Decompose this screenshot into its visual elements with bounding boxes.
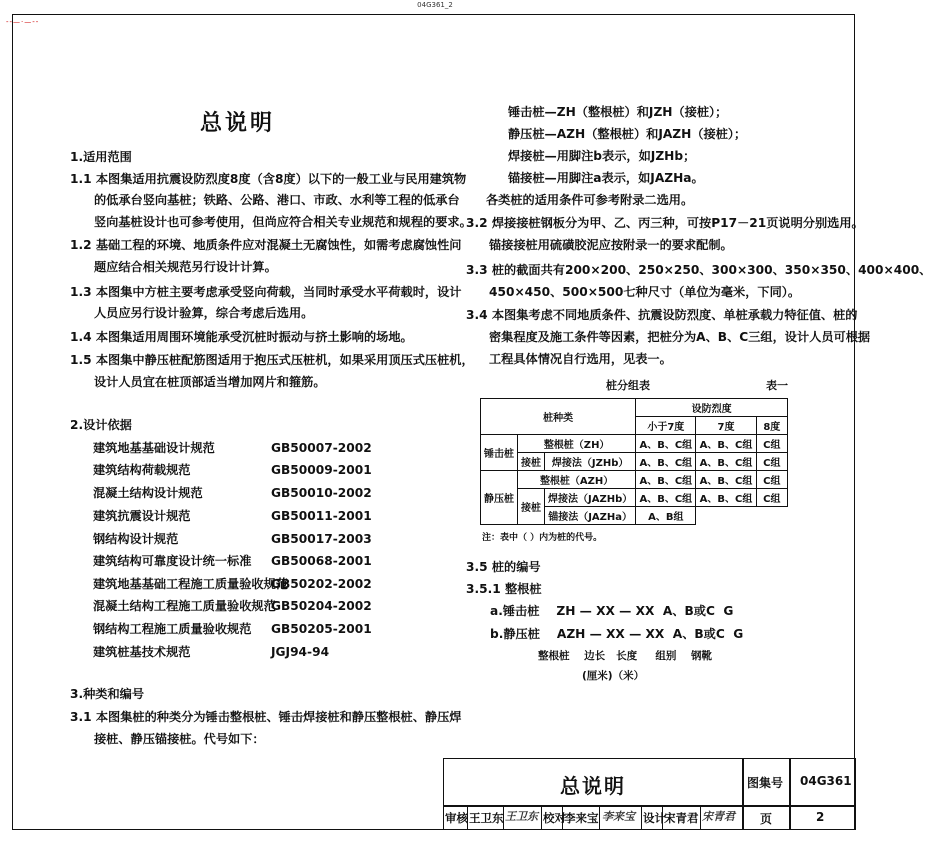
document-id: 04G361_2 (417, 1, 453, 9)
section-351-heading: 3.5.1 整根桩 (466, 582, 542, 596)
title-block-divider (443, 805, 856, 807)
designer-name: 宋青君 (664, 811, 699, 825)
standard-code: GB50202-2002 (271, 577, 372, 591)
table-note: 注：表中（ ）内为桩的代号。 (482, 533, 603, 543)
empty-cell (756, 507, 787, 525)
code-line: 锚接桩—用脚注a表示，如JAZHa。 (508, 171, 704, 185)
table-row (481, 435, 788, 453)
standard-code: GB50010-2002 (271, 486, 372, 500)
code-line: 锤击桩—ZH（整根桩）和JZH（接桩）； (508, 105, 728, 119)
page-title: 总说明 (200, 111, 276, 136)
text-line: 竖向基桩设计也可参考使用，但尚应符合相关专业规范和规程的要求。 (94, 215, 472, 229)
standard-name: 混凝土结构工程施工质量验收规范 (93, 599, 276, 613)
title-block-divider (789, 758, 791, 830)
standard-code: GB50009-2001 (271, 463, 372, 477)
table-cell: C组 (756, 435, 787, 453)
header-col: 8度 (756, 417, 787, 435)
reviewer-name: 王卫东 (469, 811, 504, 825)
table-cell: A、B、C组 (696, 489, 756, 507)
table-header-row (481, 399, 788, 417)
header-intensity: 设防烈度 (636, 399, 788, 417)
table-cell: C组 (756, 489, 787, 507)
group-label: 静压桩 (481, 471, 518, 525)
standard-code: GB50068-2001 (271, 554, 372, 568)
text-line: 450×450、500×500七种尺寸（单位为毫米，下同）。 (489, 285, 801, 299)
code-line: 焊接桩—用脚注b表示，如JZHb； (508, 149, 696, 163)
table-cell: A、B、C组 (636, 435, 696, 453)
text-line: 人员应另行设计验算，综合考虑后选用。 (94, 306, 314, 320)
designer-signature: 宋青君 (702, 810, 735, 823)
numbering-legend: 整根桩 边长 长度 组别 钢靴 (538, 650, 712, 662)
standard-name: 建筑地基基础设计规范 (93, 441, 215, 455)
numbering-b: b.静压桩 AZH — XX — XX A、B或C G (490, 627, 744, 641)
standard-name: 建筑抗震设计规范 (93, 509, 191, 523)
table-title: 桩分组表 (606, 379, 650, 392)
corner-mark: --—·—-- (6, 18, 40, 26)
check-label: 校对 (543, 811, 566, 825)
section-1-heading: 1.适用范围 (70, 150, 132, 164)
table-row (481, 489, 788, 507)
text-line: 3.4 本图集考虑不同地质条件、抗震设防烈度、单桩承载力特征值、桩的 (466, 308, 858, 322)
standard-code: GB50011-2001 (271, 509, 372, 523)
text-line: 3.2 焊接接桩钢板分为甲、乙、丙三种，可按P17－21页说明分别选用。 (466, 216, 864, 230)
atlas-label: 图集号 (747, 776, 784, 790)
standard-name: 混凝土结构设计规范 (93, 486, 203, 500)
text-line: 密集程度及施工条件等因素，把桩分为A、B、C三组，设计人员可根据 (489, 330, 871, 344)
text-line: 题应结合相关规范另行设计计算。 (94, 260, 277, 274)
text-line: 1.3 本图集中方桩主要考虑承受竖向荷载，当同时承受水平荷载时，设计 (70, 285, 462, 299)
section-3-heading: 3.种类和编号 (70, 687, 145, 701)
table-cell: A、B、C组 (636, 489, 696, 507)
text-line: 锚接接桩用硫磺胶泥应按附录一的要求配制。 (489, 238, 733, 252)
text-line: 1.5 本图集中静压桩配筋图适用于抱压式压桩机，如果采用顶压式压桩机， (70, 353, 474, 367)
standard-name: 建筑桩基技术规范 (93, 645, 191, 659)
row-name: 整根桩（ZH） (518, 435, 636, 453)
row-name: 锚接法（JAZHa） (545, 507, 636, 525)
text-line: 3.1 本图集桩的种类分为锤击整根桩、锤击焊接桩和静压整根桩、静压焊 (70, 710, 462, 724)
table-cell: A、B、C组 (696, 453, 756, 471)
row-name: 焊接法（JZHb） (545, 453, 636, 471)
code-line: 静压桩—AZH（整根桩）和JAZH（接桩）； (508, 127, 747, 141)
page-label: 页 (760, 812, 773, 826)
checker-signature: 李来宝 (602, 810, 635, 823)
row-name: 整根桩（AZH） (518, 471, 636, 489)
header-pile-type: 桩种类 (481, 399, 636, 435)
review-label: 审核 (445, 811, 468, 825)
title-block-title: 总说明 (560, 774, 626, 798)
section-2-heading: 2.设计依据 (70, 418, 132, 432)
page-number: 2 (816, 810, 825, 824)
standard-code: GB50007-2002 (271, 441, 372, 455)
title-block-divider (541, 806, 542, 830)
standard-name: 建筑结构荷载规范 (93, 463, 191, 477)
numbering-a: a.锤击桩 ZH — XX — XX A、B或C G (490, 604, 734, 618)
table-number: 表一 (766, 379, 788, 392)
text-line: 1.1 本图集适用抗震设防烈度8度（含8度）以下的一般工业与民用建筑物 (70, 172, 467, 186)
title-block-divider (700, 806, 701, 830)
table-row (481, 471, 788, 489)
standard-name: 建筑地基基础工程施工质量验收规范 (93, 577, 288, 591)
title-block-divider (742, 758, 744, 830)
standard-code: GB50205-2001 (271, 622, 372, 636)
title-block-divider (599, 806, 600, 830)
numbering-units: (厘米)（米） (582, 670, 645, 682)
standard-code: GB50017-2003 (271, 532, 372, 546)
atlas-number: 04G361 (800, 774, 852, 788)
table-row (481, 453, 788, 471)
code-note: 各类桩的适用条件可参考附录二选用。 (486, 193, 694, 207)
design-label: 设计 (643, 811, 666, 825)
section-35-heading: 3.5 桩的编号 (466, 560, 541, 574)
text-line: 的低承台竖向基桩；铁路、公路、港口、市政、水利等工程的低承台 (94, 193, 460, 207)
reviewer-signature: 王卫东 (505, 810, 538, 823)
table-cell: C组 (756, 453, 787, 471)
table-cell: A、B、C组 (696, 471, 756, 489)
table-cell: A、B组 (636, 507, 696, 525)
group-label: 锤击桩 (481, 435, 518, 471)
empty-cell (696, 507, 756, 525)
table-cell: C组 (756, 471, 787, 489)
standard-name: 建筑结构可靠度设计统一标准 (93, 554, 252, 568)
text-line: 1.4 本图集适用周围环境能承受沉桩时振动与挤土影响的场地。 (70, 330, 413, 344)
joint-label: 接桩 (518, 453, 545, 471)
checker-name: 李来宝 (564, 811, 599, 825)
standard-name: 钢结构设计规范 (93, 532, 179, 546)
text-line: 1.2 基础工程的环境、地质条件应对混凝土无腐蚀性，如需考虑腐蚀性问 (70, 238, 462, 252)
standard-name: 钢结构工程施工质量验收规范 (93, 622, 252, 636)
text-line: 接桩、静压锚接桩。代号如下： (94, 732, 265, 746)
table-cell: A、B、C组 (636, 453, 696, 471)
pile-group-table (480, 398, 788, 525)
joint-label: 接桩 (518, 489, 545, 525)
standard-code: JGJ94-94 (271, 645, 330, 659)
table-cell: A、B、C组 (696, 435, 756, 453)
row-name: 焊接法（JAZHb） (545, 489, 636, 507)
text-line: 3.3 桩的截面共有200×200、250×250、300×300、350×350、400×400、 (466, 263, 931, 277)
text-line: 设计人员宜在桩顶部适当增加网片和箍筋。 (94, 375, 326, 389)
header-col: 小于7度 (636, 417, 696, 435)
table-cell: A、B、C组 (636, 471, 696, 489)
title-block-divider (641, 806, 642, 830)
standard-code: GB50204-2002 (271, 599, 372, 613)
header-col: 7度 (696, 417, 756, 435)
text-line: 工程具体情况自行选用，见表一。 (489, 352, 672, 366)
